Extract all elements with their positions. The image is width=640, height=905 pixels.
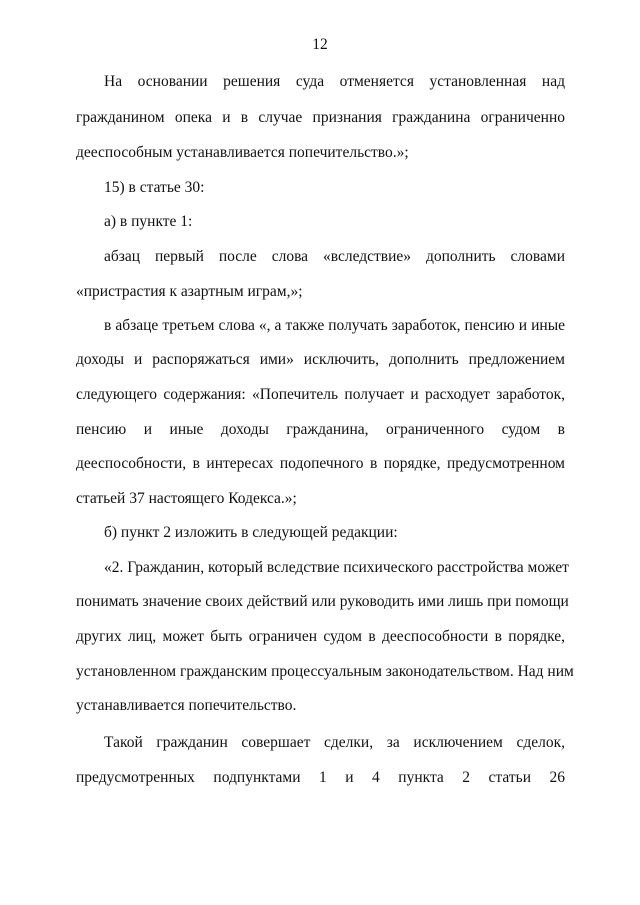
page-number: 12: [312, 36, 328, 53]
text-line: а) в пункте 1:: [104, 213, 193, 230]
text-line: статьей 37 настоящего Кодекса.»;: [76, 490, 297, 507]
text-line: предусмотренных подпунктами 1 и 4 пункта 2 статьи 26: [76, 769, 565, 786]
text-line: гражданином опека и в случае признания гражданина ограниченно: [76, 109, 565, 126]
text-line: дееспособным устанавливается попечительство.»;: [76, 144, 409, 161]
text-line: «пристрастия к азартным играм,»;: [76, 283, 303, 300]
text-line: На основании решения суда отменяется установленная над: [104, 73, 565, 90]
text-line: понимать значение своих действий или руководить ими лишь при помощи: [76, 593, 569, 610]
text-line: б) пункт 2 изложить в следующей редакции:: [104, 524, 398, 541]
text-line: в абзаце третьем слова «, а также получать заработок, пенсию и иные: [104, 317, 565, 334]
text-line: абзац первый после слова «вследствие» дополнить словами: [104, 248, 565, 265]
text-line: дееспособности, в интересах подопечного в порядке, предусмотренном: [76, 455, 565, 472]
text-line: устанавливается попечительство.: [76, 697, 297, 714]
text-line: «2. Гражданин, который вследствие психического расстройства может: [104, 559, 569, 576]
text-line: пенсию и иные доходы гражданина, ограниченного судом в: [76, 421, 565, 438]
text-line: других лиц, может быть ограничен судом в дееспособности в порядке,: [76, 628, 565, 645]
text-line: доходы и распоряжаться ими» исключить, дополнить предложением: [76, 351, 565, 368]
text-line: Такой гражданин совершает сделки, за исключением сделок,: [104, 734, 565, 751]
text-line: 15) в статье 30:: [104, 179, 205, 196]
text-line: следующего содержания: «Попечитель получает и расходует заработок,: [76, 386, 565, 403]
text-line: установленном гражданским процессуальным законодательством. Над ним: [76, 663, 574, 680]
